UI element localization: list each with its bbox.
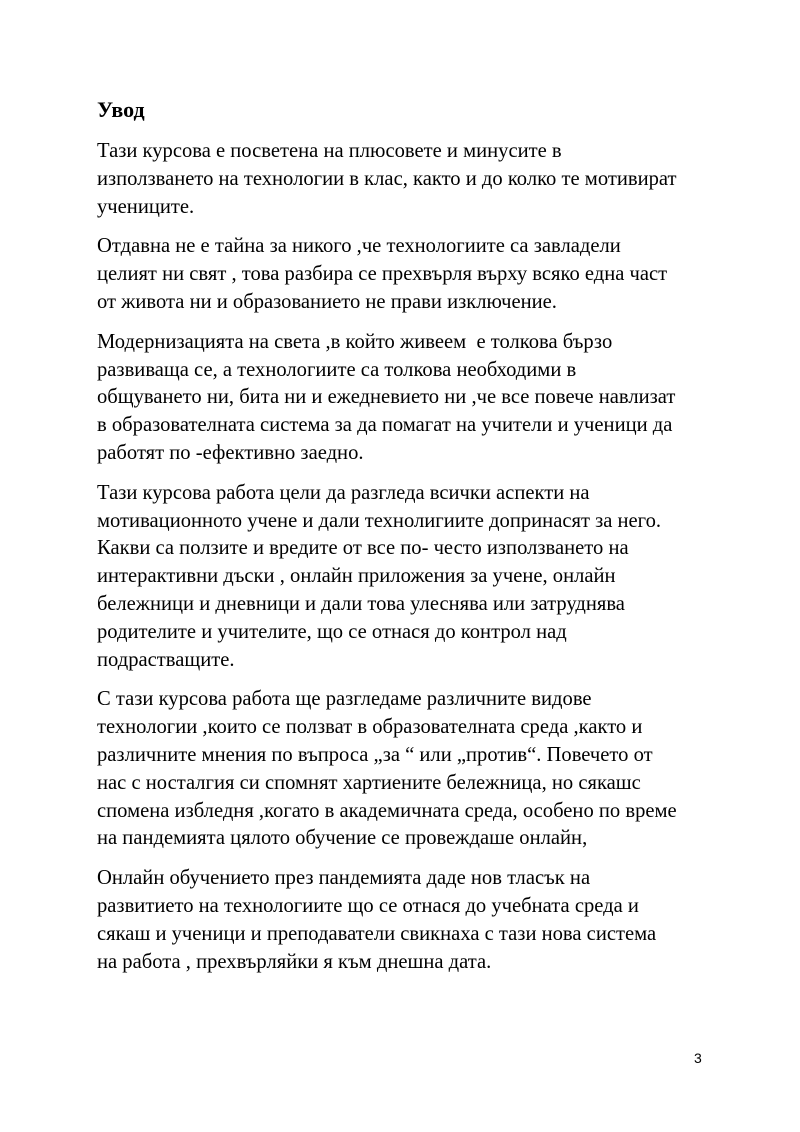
text-line: мотивационното учене и дали технолигиите допринасят за него. [97, 509, 662, 532]
paragraph-4 [97, 480, 727, 675]
paragraph-1 [97, 138, 727, 221]
page-number: 3 [694, 1050, 702, 1066]
paragraph-6 [97, 865, 727, 976]
text-line: от живота ни и образованието не прави изключение. [97, 290, 557, 313]
text-line: различните мнения по въпроса „за “ или „против“. Повечето от [97, 743, 653, 766]
paragraph-3 [97, 329, 727, 468]
page-content [97, 96, 727, 988]
text-line: използването на технологии в клас, както и до колко те мотивират [97, 167, 677, 190]
text-line: Какви са ползите и вредите от все по- често използването на [97, 537, 629, 560]
text-line: Тази курсова работа цели да разгледа всички аспекти на [97, 481, 590, 504]
text-line: на пандемията цялото обучение се провеждаше онлайн, [97, 827, 588, 850]
text-line: Онлайн обучението през пандемията даде нов тласък на [97, 867, 591, 890]
text-line: сякаш и ученици и преподаватели свикнаха с тази нова система [97, 922, 657, 945]
text-line: целият ни свят , това разбира се прехвърля върху всяко една част [97, 263, 668, 286]
paragraph-5 [97, 686, 727, 853]
text-line: нас с носталгия си спомнят хартиените бележница, но сякашс [97, 771, 641, 794]
text-line: развитието на технологиите що се отнася до учебната среда и [97, 894, 639, 917]
text-line: в образователната система за да помагат на учители и ученици да [97, 414, 673, 437]
text-line: на работа , прехвърляйки я към днешна дата. [97, 950, 492, 973]
text-line: общуването ни, бита ни и ежедневието ни ,че все повече навлизат [97, 386, 676, 409]
text-line: подрастващите. [97, 648, 235, 671]
text-line: Тази курсова е посветена на плюсовете и минусите в [97, 140, 562, 162]
text-line: Модернизацията на света ,в който живеем е толкова бързо [97, 330, 613, 353]
text-line: учениците. [97, 195, 195, 218]
text-line: родителите и учителите, що се отнася до контрол над [97, 620, 567, 643]
text-line: спомена избледня ,когато в академичната среда, особено по време [97, 799, 677, 822]
section-heading: Увод [97, 97, 145, 122]
text-line: работят по -ефективно заедно. [97, 441, 364, 464]
text-line: интерактивни дъски , онлайн приложения за учене, онлайн [97, 565, 616, 588]
text-line: Отдавна не е тайна за никого ,че технологиите са завладели [97, 235, 621, 258]
text-line: бележници и дневници и дали това улеснява или затруднява [97, 592, 625, 615]
paragraph-2 [97, 233, 727, 316]
text-line: развиваща се, а технологиите са толкова необходими в [97, 358, 577, 381]
text-line: технологии ,които се ползват в образователната среда ,както и [97, 716, 643, 739]
text-line: С тази курсова работа ще разгледаме различните видове [97, 688, 592, 711]
